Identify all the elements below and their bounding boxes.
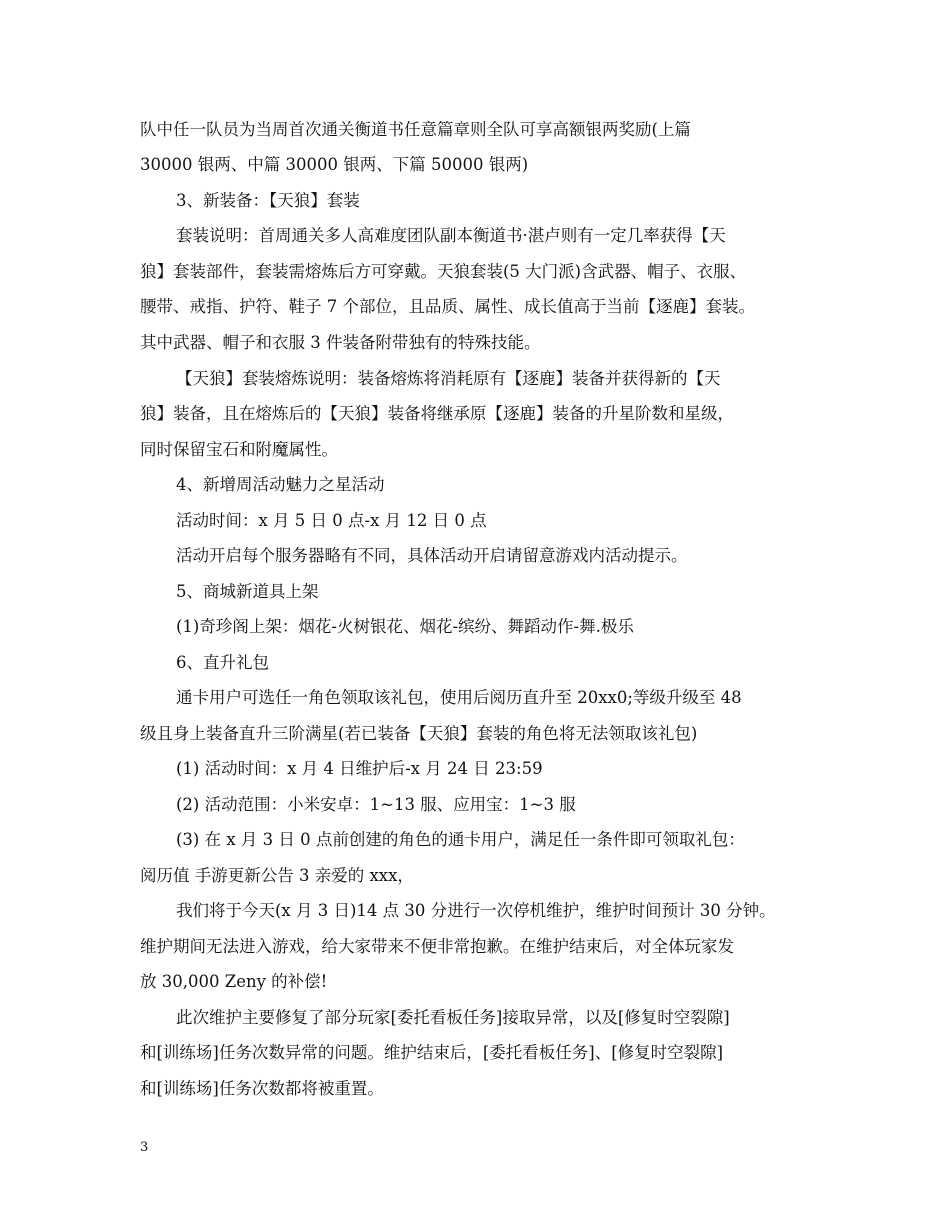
text-line: 狼】套装部件，套装需熔炼后方可穿戴。天狼套装(5 大门派)含武器、帽子、衣服、 <box>140 262 747 281</box>
text-line: 此次维护主要修复了部分玩家[委托看板任务]接取异常，以及[修复时空裂隙] <box>176 1008 730 1027</box>
text-line: 30000 银两、中篇 30000 银两、下篇 50000 银两) <box>140 155 529 174</box>
text-line: 同时保留宝石和附魔属性。 <box>140 440 338 459</box>
text-line: 套装说明：首周通关多人高难度团队副本衡道书·湛卢则有一定几率获得【天 <box>176 226 726 245</box>
section-heading: 4、新增周活动魅力之星活动 <box>176 475 385 494</box>
text-line: 阅历值 手游更新公告 3 亲爱的 xxx， <box>140 866 414 885</box>
text-line: 队中任一队员为当周首次通关衡道书任意篇章则全队可享高额银两奖励(上篇 <box>140 120 691 139</box>
text-line: 通卡用户可选任一角色领取该礼包，使用后阅历直升至 20xx0;等级升级至 48 <box>176 688 742 707</box>
text-line: 腰带、戒指、护符、鞋子 7 个部位，且品质、属性、成长值高于当前【逐鹿】套装。 <box>140 297 755 316</box>
text-line: 和[训练场]任务次数异常的问题。维护结束后，[委托看板任务]、[修复时空裂隙] <box>140 1043 724 1062</box>
text-line: (3) 在 x 月 3 日 0 点前创建的角色的通卡用户，满足任一条件即可领取礼包： <box>176 830 745 849</box>
text-line: 【天狼】套装熔炼说明：装备熔炼将消耗原有【逐鹿】装备并获得新的【天 <box>176 369 721 388</box>
text-line: 维护期间无法进入游戏，给大家带来不便非常抱歉。在维护结束后，对全体玩家发 <box>140 937 734 956</box>
text-line: 级且身上装备直升三阶满星(若已装备【天狼】套装的角色将无法领取该礼包) <box>140 724 698 743</box>
text-line: 活动开启每个服务器略有不同，具体活动开启请留意游戏内活动提示。 <box>176 546 688 565</box>
section-heading: 6、直升礼包 <box>176 653 269 672</box>
text-line: 狼】装备，且在熔炼后的【天狼】装备将继承原【逐鹿】装备的升星阶数和星级， <box>140 404 734 423</box>
text-line: 其中武器、帽子和衣服 3 件装备附带独有的特殊技能。 <box>140 333 541 352</box>
text-line: (1)奇珍阁上架：烟花-火树银花、烟花-缤纷、舞蹈动作-舞.极乐 <box>176 617 634 636</box>
text-line: 我们将于今天(x 月 3 日)14 点 30 分进行一次停机维护，维护时间预计 30 分钟。 <box>176 901 776 920</box>
text-line: 活动时间：x 月 5 日 0 点-x 月 12 日 0 点 <box>176 511 487 530</box>
page-number: 3 <box>140 1140 149 1155</box>
text-line: 和[训练场]任务次数都将被重置。 <box>140 1079 384 1098</box>
text-line: (1) 活动时间：x 月 4 日维护后-x 月 24 日 23:59 <box>176 759 543 778</box>
text-line: (2) 活动范围：小米安卓：1~13 服、应用宝：1~3 服 <box>176 795 576 814</box>
text-line: 放 30,000 Zeny 的补偿! <box>140 972 328 991</box>
section-heading: 5、商城新道具上架 <box>176 582 319 601</box>
section-heading: 3、新装备：【天狼】套装 <box>176 191 360 210</box>
